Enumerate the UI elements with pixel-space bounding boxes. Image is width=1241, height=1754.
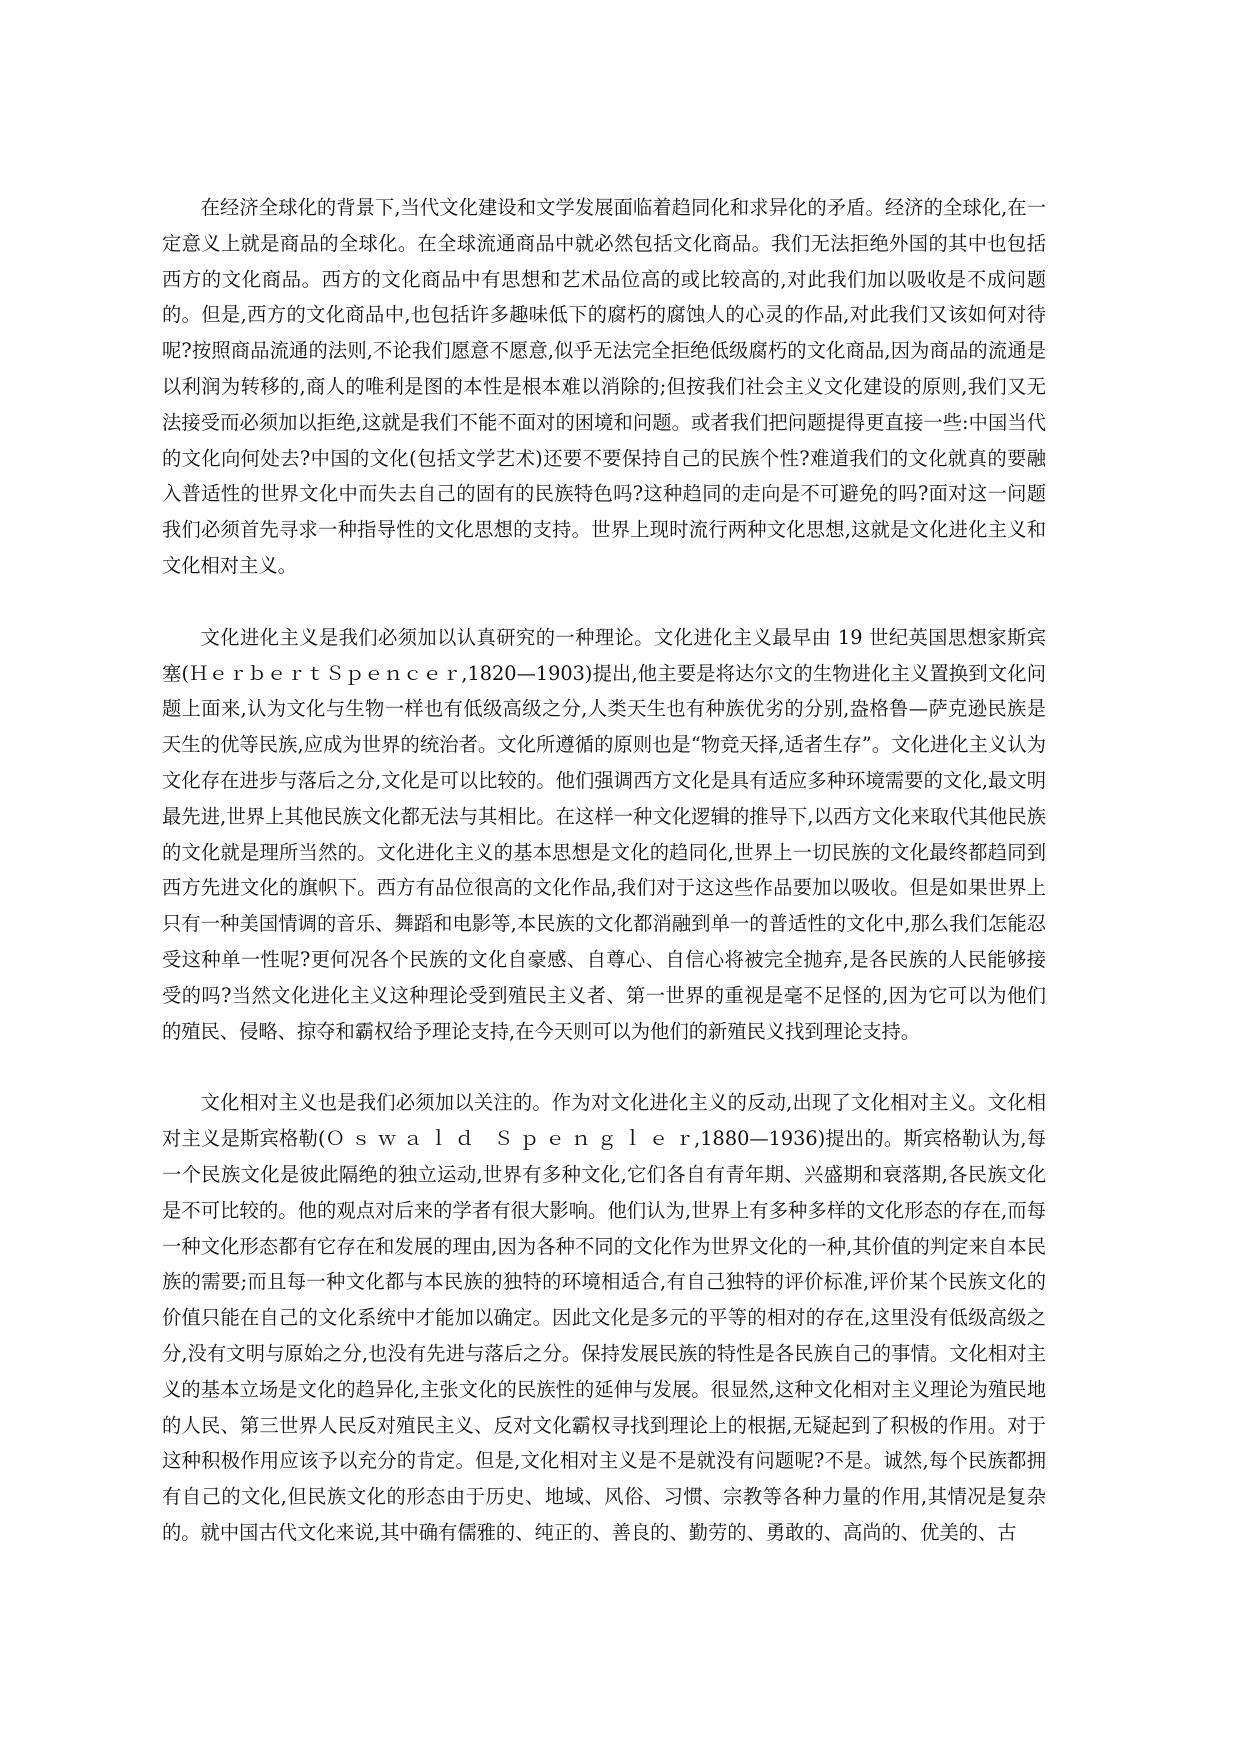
paragraph-cultural-evolutionism: 文化进化主义是我们必须加以认真研究的一种理论。文化进化主义最早由 19 世纪英国思想家斯宾塞(ＨｅｒｂｅｒｔＳｐｅｎｃｅｒ,1820—1903)提出,他主要是将达尔文的生物进化主义置换到文化问题上面来,认为文化与生物一样也有低级高级之分,人类天生也有种族优劣的分别,盎格鲁—萨克逊民族是天生的优等民族,应成为世界的统治者。文化所遵循的原则也是“物竞天择,适者生存”。文化进化主义认为文化存在进步与落后之分,文化是可以比较的。他们强调西方文化是具有适应多种环境需要的文化,最文明最先进,世界上其他民族文化都无法与其相比。在这样一种文化逻辑的推导下,以西方文化来取代其他民族的文化就是理所当然的。文化进化主义的基本思想是文化的趋同化,世界上一切民族的文化最终都趋同到西方先进文化的旗帜下。西方有品位很高的文化作品,我们对于这这些作品要加以吸收。但是如果世界上只有一种美国情调的音乐、舞蹈和电影等,本民族的文化都消融到单一的普适性的文化中,那么我们怎能忍受这种单一性呢?更何况各个民族的文化自豪感、自尊心、自信心将被完全抛弃,是各民族的人民能够接受的吗?当然文化进化主义这种理论受到殖民主义者、第一世界的重视是毫不足怪的,因为它可以为他们的殖民、侵略、掠夺和霸权给予理论支持,在今天则可以为他们的新殖民义找到理论支持。: [162, 625, 1046, 1043]
paragraph-globalization: 在经济全球化的背景下,当代文化建设和文学发展面临着趋同化和求异化的矛盾。经济的全球化,在一定意义上就是商品的全球化。在全球流通商品中就必然包括文化商品。我们无法拒绝外国的其中也包括西方的文化商品。西方的文化商品中有思想和艺术品位高的或比较高的,对此我们加以吸收是不成问题的。但是,西方的文化商品中,也包括许多趣味低下的腐朽的腐蚀人的心灵的作品,对此我们又该如何对待呢?按照商品流通的法则,不论我们愿意不愿意,似乎无法完全拒绝低级腐朽的文化商品,因为商品的流通是以利润为转移的,商人的唯利是图的本性是根本难以消除的;但按我们社会主义文化建设的原则,我们又无法接受而必须加以拒绝,这就是我们不能不面对的困境和问题。或者我们把问题提得更直接一些:中国当代的文化向何处去?中国的文化(包括文学艺术)还要不要保持自己的民族个性?难道我们的文化就真的要融入普适性的世界文化中而失去自己的固有的民族特色吗?这种趋同的走向是不可避免的吗?面对这一问题我们必须首先寻求一种指导性的文化思想的支持。世界上现时流行两种文化思想,这就是文化进化主义和文化相对主义。: [162, 196, 1046, 577]
paragraph-cultural-relativism: 文化相对主义也是我们必须加以关注的。作为对文化进化主义的反动,出现了文化相对主义。文化相对主义是斯宾格勒(Ｏ ｓ ｗ ａ ｌ ｄ Ｓ ｐ ｅ ｎ ｇ ｌ ｅ ｒ,1880—1936)提出的。斯宾格勒认为,每一个民族文化是彼此隔绝的独立运动,世界有多种文化,它们各自有青年期、兴盛期和衰落期,各民族文化是不可比较的。他的观点对后来的学者有很大影响。他们认为,世界上有多种多样的文化形态的存在,而每一种文化形态都有它存在和发展的理由,因为各种不同的文化作为世界文化的一种,其价值的判定来自本民族的需要;而且每一种文化都与本民族的独特的环境相适合,有自己独特的评价标准,评价某个民族文化的价值只能在自己的文化系统中才能加以确定。因此文化是多元的平等的相对的存在,这里没有低级高级之分,没有文明与原始之分,也没有先进与落后之分。保持发展民族的特性是各民族自己的事情。文化相对主义的基本立场是文化的趋异化,主张文化的民族性的延伸与发展。很显然,这种文化相对主义理论为殖民地的人民、第三世界人民反对殖民主义、反对文化霸权寻找到理论上的根据,无疑起到了积极的作用。对于这种积极作用应该予以充分的肯定。但是,文化相对主义是不是就没有问题呢?不是。诚然,每个民族都拥有自己的文化,但民族文化的形态由于历史、地域、风俗、习惯、宗教等各种力量的作用,其情况是复杂的。就中国古代文化来说,其中确有儒雅的、纯正的、善良的、勤劳的、勇敢的、高尚的、优美的、古: [162, 1091, 1046, 1544]
document-body: [162, 190, 1046, 1551]
